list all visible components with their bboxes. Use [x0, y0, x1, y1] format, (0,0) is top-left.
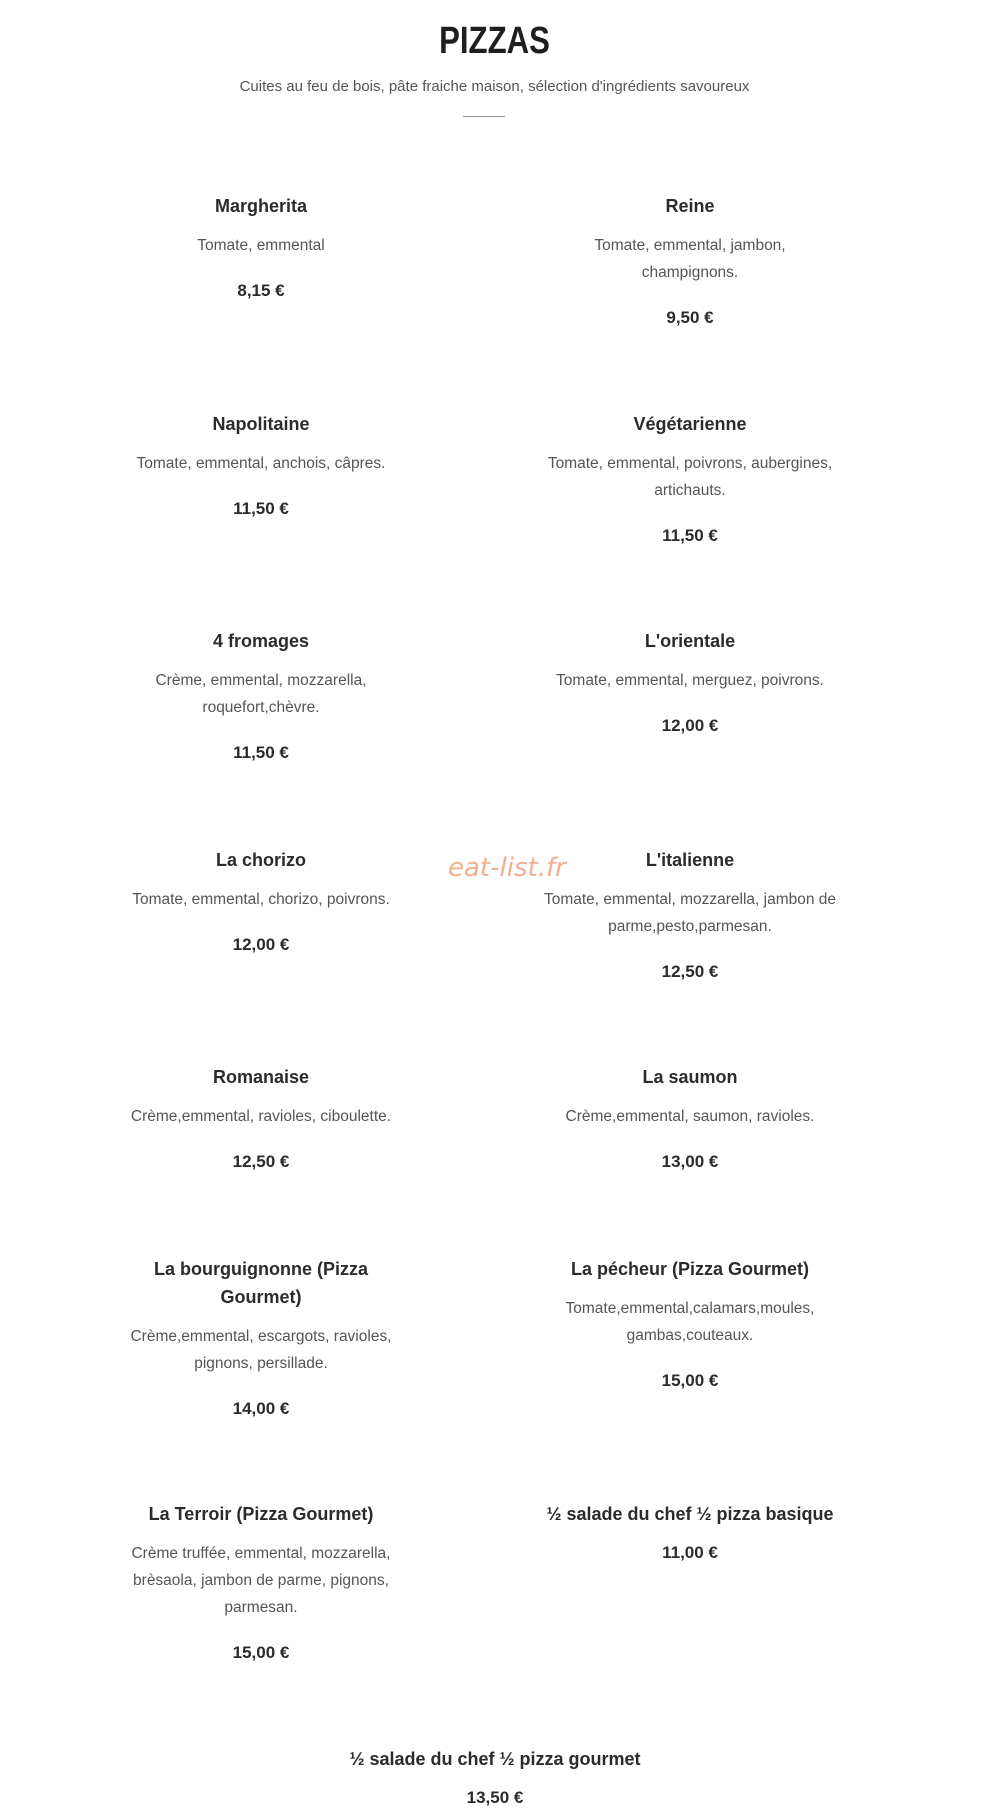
item-name: La chorizo: [215, 850, 306, 870]
item-name: Végétarienne: [633, 414, 747, 434]
item-price: 9,50 €: [666, 308, 714, 327]
item-description: Tomate, emmental, poivrons, aubergines, artichauts.: [547, 455, 833, 499]
menu-item-litalienne: [530, 846, 850, 985]
menu-item-napolitaine: [101, 410, 421, 522]
item-description: Tomate, emmental, jambon, champignons.: [594, 237, 786, 281]
item-price: 15,00 €: [232, 1643, 290, 1662]
item-price: 13,00 €: [661, 1152, 719, 1171]
item-name: L'orientale: [644, 631, 736, 651]
menu-item-lorientale: [530, 627, 850, 739]
item-price: 12,50 €: [661, 962, 719, 981]
item-name: ½ salade du chef ½ pizza basique: [546, 1504, 834, 1524]
page-subtitle: Cuites au feu de bois, pâte fraiche maison, sélection d'ingrédients savoureux: [239, 78, 750, 95]
item-price: 11,00 €: [662, 1543, 718, 1562]
item-description: Tomate, emmental, mozzarella, jambon de parme,pesto,parmesan.: [543, 891, 837, 935]
item-description: Tomate,emmental,calamars,moules, gambas,couteaux.: [565, 1300, 815, 1344]
watermark: eat-list.fr: [448, 853, 566, 883]
item-name: La bourguignonne (Pizza Gourmet): [154, 1259, 368, 1307]
item-name: L'italienne: [645, 850, 735, 870]
menu-item-romanaise: [101, 1063, 421, 1175]
item-name: La saumon: [642, 1067, 738, 1087]
item-description: Tomate, emmental, chorizo, poivrons.: [132, 891, 390, 908]
item-price: 13,50 €: [466, 1788, 524, 1807]
item-description: Crème, emmental, mozzarella, roquefort,chèvre.: [155, 672, 367, 716]
item-name: Reine: [665, 196, 715, 216]
menu-item-reine: [530, 192, 850, 331]
menu-item-salade-pizza-basique: [530, 1500, 850, 1566]
item-price: 11,50 €: [662, 526, 718, 545]
item-price: 12,00 €: [232, 935, 290, 954]
item-name: La Terroir (Pizza Gourmet): [148, 1504, 374, 1524]
menu-item-la-terroir: [101, 1500, 421, 1666]
menu-item-la-bourguignonne: [101, 1255, 421, 1422]
title-divider: [463, 116, 505, 117]
item-name: ½ salade du chef ½ pizza gourmet: [349, 1749, 641, 1769]
item-name: Romanaise: [212, 1067, 310, 1087]
item-price: 12,50 €: [232, 1152, 290, 1171]
item-description: Crème truffée, emmental, mozzarella, brèsaola, jambon de parme, pignons, parmesan.: [131, 1545, 391, 1616]
item-price: 14,00 €: [232, 1399, 290, 1418]
menu-item-salade-pizza-gourmet: [315, 1745, 675, 1811]
item-price: 8,15 €: [237, 281, 285, 300]
menu-item-margherita: [101, 192, 421, 304]
item-description: Crème,emmental, saumon, ravioles.: [565, 1108, 815, 1125]
item-description: Crème,emmental, escargots, ravioles, pignons, persillade.: [130, 1328, 392, 1372]
item-price: 12,00 €: [661, 716, 719, 735]
menu-item-vegetarienne: [530, 410, 850, 549]
item-name: 4 fromages: [212, 631, 310, 651]
menu-item-4-fromages: [101, 627, 421, 766]
item-description: Tomate, emmental, merguez, poivrons.: [556, 672, 824, 689]
menu-item-la-pecheur: [530, 1255, 850, 1394]
item-description: Tomate, emmental: [197, 237, 325, 254]
item-price: 11,50 €: [233, 743, 289, 762]
menu-item-la-saumon: [530, 1063, 850, 1175]
item-price: 11,50 €: [233, 499, 289, 518]
page-title: PIZZAS: [439, 20, 550, 62]
item-name: Margherita: [214, 196, 308, 216]
menu-item-la-chorizo: [101, 846, 421, 958]
item-description: Tomate, emmental, anchois, câpres.: [136, 455, 386, 472]
item-description: Crème,emmental, ravioles, ciboulette.: [130, 1108, 392, 1125]
item-name: Napolitaine: [212, 414, 310, 434]
item-price: 15,00 €: [661, 1371, 719, 1390]
item-name: La pécheur (Pizza Gourmet): [570, 1259, 810, 1279]
